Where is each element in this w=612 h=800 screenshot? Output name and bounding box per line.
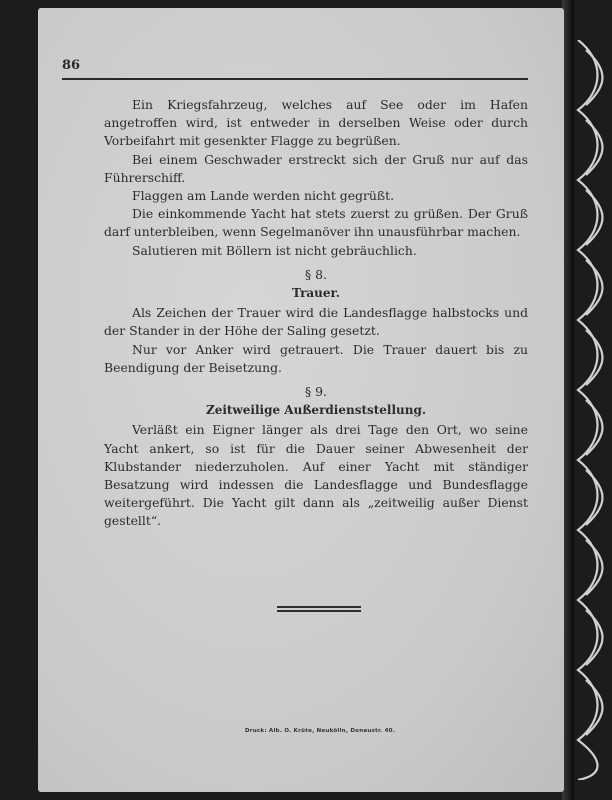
page-body [104,96,528,531]
paragraph: Bei einem Geschwader erstreckt sich der Gruß nur auf das Führerschiff. [104,151,528,185]
paragraph: Die einkommende Yacht hat stets zuerst zu grüßen. Der Gruß darf unterbleiben, wenn Segelmanöver ihn unausführbar machen. [104,206,528,240]
paragraph: Als Zeichen der Trauer wird die Landesflagge halbstocks und der Stander in der Höhe der Saling gesetzt. [104,305,528,339]
section-title: Zeitweilige Außerdienststellung. [205,403,427,418]
end-rule [277,606,361,612]
paragraph: Flaggen am Lande werden nicht gegrüßt. [132,188,395,204]
decorative-border-ornament [574,40,612,780]
section-title: Trauer. [292,286,340,301]
header-rule [62,78,528,80]
page-number: 86 [62,58,81,73]
section-number: § 8. [305,266,327,282]
paragraph: Nur vor Anker wird getrauert. Die Trauer dauert bis zu Beendigung der Beisetzung. [104,341,528,375]
paragraph: Salutieren mit Böllern ist nicht gebräuchlich. [132,242,417,258]
printer-imprint: Druck: Alb. O. Krüte, Neukölln, Donaustr. 40. [244,728,396,734]
section-number: § 9. [305,384,327,400]
paragraph: Ein Kriegsfahrzeug, welches auf See oder im Hafen angetroffen wird, ist entweder in derselben Weise oder durch Vorbeifahrt mit gesenkter Flagge zu begrüßen. [104,97,528,149]
paragraph: Verläßt ein Eigner länger als drei Tage den Ort, wo seine Yacht ankert, so ist für die Dauer seiner Abwesenheit der Klubstander niederzuholen. Auf einer Yacht mit ständiger Besatzung wird indessen die Landesflagge und Bundesflagge weitergeführt. Die Yacht gilt dann als „zeitweilig außer Dienst gestellt“. [104,422,528,529]
